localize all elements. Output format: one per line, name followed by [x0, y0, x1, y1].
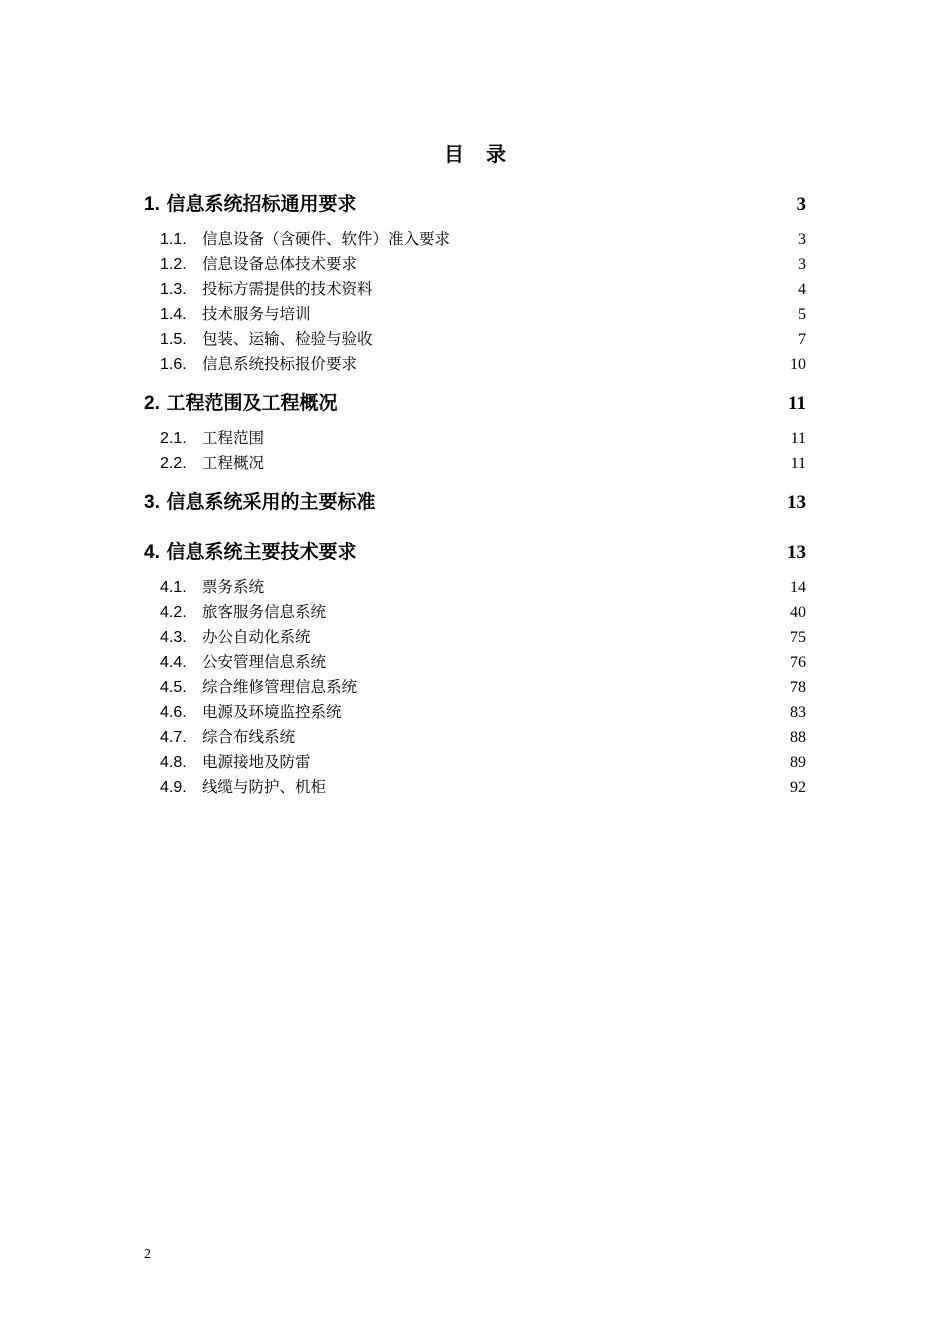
toc-entry-title: 包装、运输、检验与验收: [202, 330, 373, 348]
toc-entry-title: 公安管理信息系统: [202, 653, 327, 671]
toc-entry-title: 综合布线系统: [202, 728, 296, 746]
toc-title-left: 目: [444, 142, 464, 166]
toc-entry-title: 工程概况: [202, 454, 265, 472]
toc-entry-title: 信息设备（含硬件、软件）准入要求: [202, 230, 451, 248]
toc-entry-1-4[interactable]: [160, 302, 806, 324]
toc-entry-page: 92: [790, 779, 806, 796]
toc-entry-title: 信息系统主要技术要求: [166, 541, 357, 563]
toc-entry-title: 旅客服务信息系统: [202, 603, 327, 621]
toc-entry-title: 电源接地及防雷: [202, 753, 311, 771]
toc-entry-2-2[interactable]: [160, 451, 806, 473]
toc-entry-1-2[interactable]: [160, 252, 806, 274]
toc-entry-4-8[interactable]: [160, 750, 806, 772]
toc-entry-title: 电源及环境监控系统: [202, 703, 342, 721]
toc-entry-4-4[interactable]: [160, 650, 806, 672]
toc-entry-page: 13: [787, 492, 806, 513]
toc-entry-page: 83: [790, 704, 806, 721]
footer-page-number: 2: [144, 1247, 151, 1262]
toc-entry-page: 40: [790, 604, 806, 621]
toc-entry-page: 78: [790, 679, 806, 696]
toc-entry-page: 14: [790, 579, 806, 596]
toc-entry-page: 89: [790, 754, 806, 771]
toc-entry-title: 线缆与防护、机柜: [202, 778, 327, 796]
toc-entry-title: 投标方需提供的技术资料: [202, 280, 373, 298]
toc-entry-page: 4: [798, 281, 806, 298]
toc-entry-title: 信息设备总体技术要求: [202, 255, 358, 273]
toc-entry-title: 工程范围: [202, 429, 265, 447]
toc-entry-title: 信息系统采用的主要标准: [166, 491, 376, 513]
toc-entry-section-3[interactable]: [144, 487, 806, 513]
toc-entry-page: 5: [798, 306, 806, 323]
toc-entry-page: 7: [798, 331, 806, 348]
toc-entry-number: 4.2.: [160, 604, 187, 621]
toc-entry-page: 75: [790, 629, 806, 646]
toc-entry-number: 2.: [144, 393, 160, 414]
toc-entry-2-1[interactable]: [160, 426, 806, 448]
toc-entry-title: 综合维修管理信息系统: [202, 678, 358, 696]
toc-entry-number: 4.7.: [160, 729, 187, 746]
toc-entry-number: 4.: [144, 542, 160, 563]
toc-entry-4-6[interactable]: [160, 700, 806, 722]
toc-entry-page: 13: [787, 542, 806, 563]
toc-entry-title: 技术服务与培训: [202, 305, 311, 323]
toc-title-right: 录: [486, 142, 506, 166]
toc-entry-section-1[interactable]: [144, 189, 806, 215]
toc-entry-number: 2.2.: [160, 455, 187, 472]
toc-entry-section-4[interactable]: [144, 537, 806, 563]
toc-entry-4-7[interactable]: [160, 725, 806, 747]
toc-entry-4-9[interactable]: [160, 775, 806, 797]
toc-entry-number: 1.5.: [160, 331, 187, 348]
toc-entry-page: 11: [788, 393, 806, 414]
toc-entry-4-1[interactable]: [160, 575, 806, 597]
toc-entry-title: 票务系统: [202, 578, 265, 596]
toc-entry-1-6[interactable]: [160, 352, 806, 374]
toc-entry-4-5[interactable]: [160, 675, 806, 697]
toc-entry-number: 3.: [144, 492, 160, 513]
toc-entry-page: 3: [798, 256, 806, 273]
toc-entry-number: 4.8.: [160, 754, 187, 771]
toc-entry-number: 1.2.: [160, 256, 187, 273]
toc-entry-number: 4.6.: [160, 704, 187, 721]
toc-entry-section-2[interactable]: [144, 388, 806, 414]
toc-entry-4-2[interactable]: [160, 600, 806, 622]
toc-entry-1-5[interactable]: [160, 327, 806, 349]
toc-entry-title: 信息系统招标通用要求: [166, 193, 357, 215]
toc-entry-1-1[interactable]: [160, 227, 806, 249]
toc-entry-page: 11: [790, 430, 806, 447]
toc-entry-page: 88: [790, 729, 806, 746]
toc-entry-title: 信息系统投标报价要求: [202, 355, 358, 373]
toc-entry-number: 1.6.: [160, 356, 187, 373]
toc-entry-page: 3: [796, 194, 806, 215]
toc-entry-4-3[interactable]: [160, 625, 806, 647]
toc-entry-title: 办公自动化系统: [202, 628, 311, 646]
toc-entry-number: 2.1.: [160, 430, 187, 447]
toc-entry-number: 4.4.: [160, 654, 187, 671]
toc-entry-number: 4.3.: [160, 629, 187, 646]
toc-entry-title: 工程范围及工程概况: [166, 392, 338, 414]
toc-entry-number: 4.9.: [160, 779, 187, 796]
toc-entry-page: 76: [790, 654, 806, 671]
toc-entry-page: 10: [790, 356, 806, 373]
toc-entry-1-3[interactable]: [160, 277, 806, 299]
toc-entry-page: 11: [790, 455, 806, 472]
toc-entry-number: 1.: [144, 194, 160, 215]
toc-entry-number: 1.1.: [160, 231, 187, 248]
toc-entry-number: 1.4.: [160, 306, 187, 323]
toc-entry-number: 1.3.: [160, 281, 187, 298]
toc-entry-number: 4.1.: [160, 579, 187, 596]
toc-entry-page: 3: [798, 231, 806, 248]
toc-entry-number: 4.5.: [160, 679, 187, 696]
